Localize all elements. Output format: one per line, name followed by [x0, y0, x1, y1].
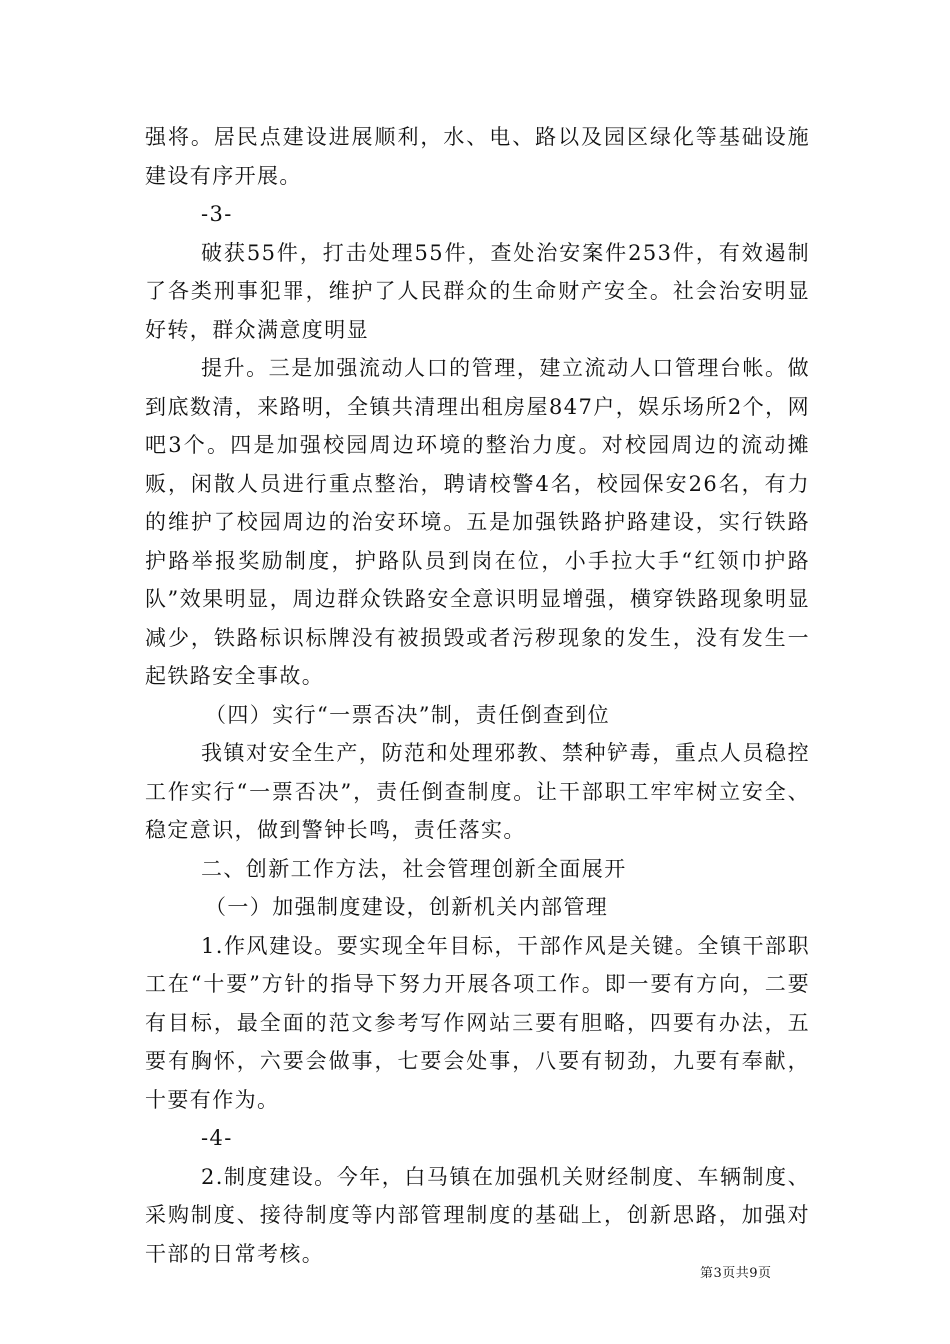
document-body	[145, 118, 810, 1273]
section-heading-system-building: （一）加强制度建设，创新机关内部管理	[205, 895, 609, 919]
paragraph-continuation: 强将。居民点建设进展顺利，水、电、路以及园区绿化等基础设施建设有序开展。	[145, 125, 810, 188]
paragraph-public-security: 破获55件，打击处理55件，查处治安案件253件，有效遏制了各类刑事犯罪，维护了人民群众的生命财产安全。社会治安明显好转，群众满意度明显	[145, 240, 810, 342]
paragraph-veto-system: 我镇对安全生产，防范和处理邪教、禁种铲毒，重点人员稳控工作实行“一票否决”，责任倒查制度。让干部职工牢牢树立安全、稳定意识，做到警钟长鸣，责任落实。	[145, 741, 810, 842]
section-heading-veto: （四）实行“一票否决”制，责任倒查到位	[205, 702, 611, 727]
paragraph-floating-population: 提升。三是加强流动人口的管理，建立流动人口管理台帐。做到底数清，来路明，全镇共清理出租房屋847户，娱乐场所2个，网吧3个。四是加强校园周边环境的整治力度。对校园周边的流动摊贩，闲散人员进行重点整治，聘请校警4名，校园保安26名，有力的维护了校园周边的治安环境。五是加强铁路护路建设，实行铁路护路举报奖励制度，护路队员到岗在位，小手拉大手“红领巾护路队”效果明显，周边群众铁路安全意识明显增强，横穿铁路现象明显减少，铁路标识标牌没有被损毁或者污秽现象的发生，没有发生一起铁路安全事故。	[145, 356, 810, 688]
page-marker: -3-	[201, 202, 233, 226]
paragraph-system-construction: 2.制度建设。今年，白马镇在加强机关财经制度、车辆制度、采购制度、接待制度等内部管理制度的基础上，创新思路，加强对干部的日常考核。	[145, 1164, 810, 1266]
section-heading-innovation: 二、创新工作方法，社会管理创新全面展开	[201, 856, 627, 881]
paragraph-work-style: 1.作风建设。要实现全年目标，干部作风是关键。全镇干部职工在“十要”方针的指导下努力开展各项工作。即一要有方向，二要有目标，最全面的范文参考写作网站三要有胆略，四要有办法，五要有胸怀，六要会做事，七要会处事，八要有韧劲，九要有奉献，十要有作为。	[145, 933, 810, 1112]
page-number-footer: 第3页共9页	[700, 1266, 772, 1281]
page-marker: -4-	[201, 1126, 233, 1150]
